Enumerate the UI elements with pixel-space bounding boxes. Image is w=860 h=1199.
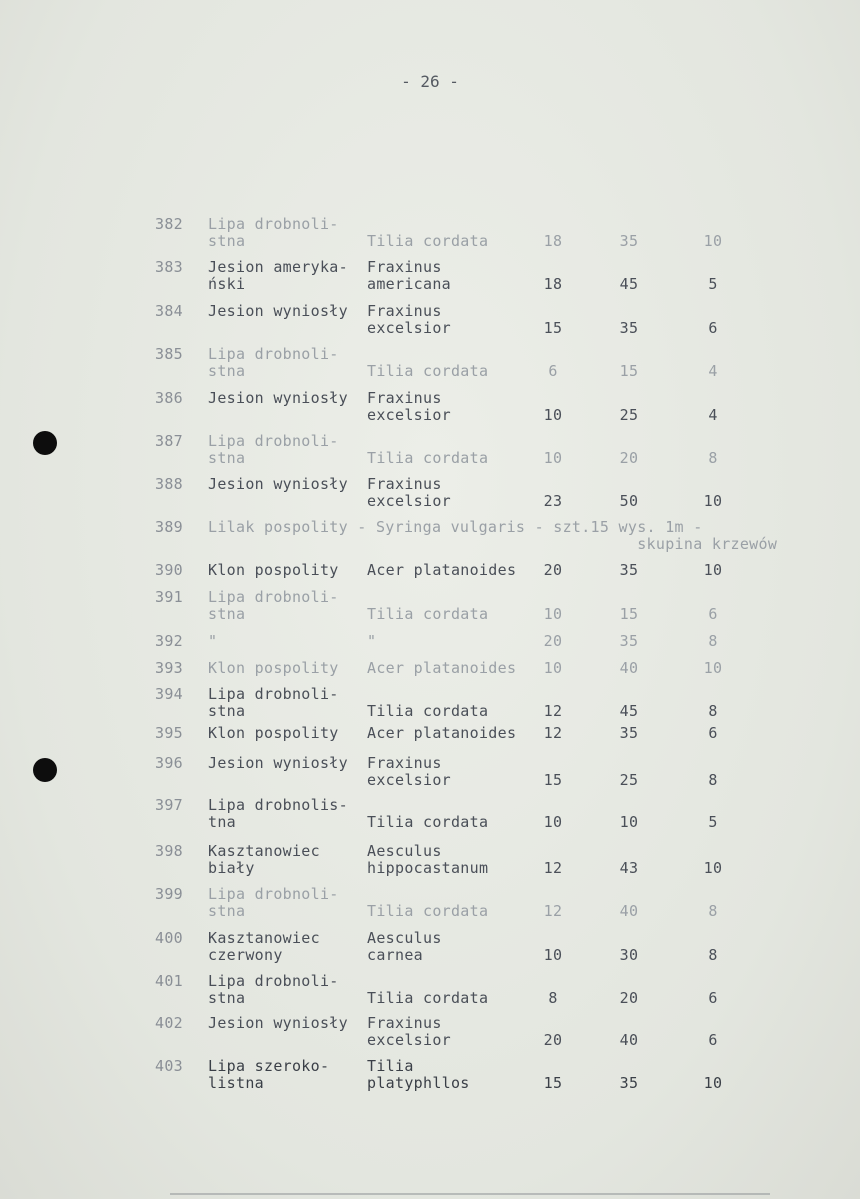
entry-number: 391	[155, 588, 183, 606]
entry-number: 401	[155, 972, 183, 990]
height-value: 15	[543, 319, 563, 337]
entry-number: 392	[155, 632, 183, 650]
crown-value: 10	[703, 859, 723, 877]
entry-number: 390	[155, 561, 183, 579]
circumference-value: 50	[619, 492, 639, 510]
note-text: Lilak pospolity - Syringa vulgaris - szt.15 wys. 1m - skupina krzewów	[208, 518, 778, 553]
circumference-value: 15	[619, 605, 639, 623]
height-value: 10	[543, 406, 563, 424]
page-bottom-edge	[170, 1193, 770, 1195]
height-value: 18	[543, 275, 563, 293]
crown-value: 10	[703, 1074, 723, 1092]
circumference-value: 35	[619, 232, 639, 250]
polish-name: Lipa drobnoli- stna	[208, 345, 339, 380]
latin-name: Tilia cordata	[367, 362, 489, 380]
entry-number: 393	[155, 659, 183, 677]
circumference-value: 40	[619, 659, 639, 677]
circumference-value: 40	[619, 1031, 639, 1049]
entry-number: 382	[155, 215, 183, 233]
height-value: 8	[548, 989, 558, 1007]
entry-number: 387	[155, 432, 183, 450]
circumference-value: 25	[619, 406, 639, 424]
height-value: 20	[543, 1031, 563, 1049]
latin-name: Tilia cordata	[367, 232, 489, 250]
crown-value: 4	[708, 362, 718, 380]
entry-number: 383	[155, 258, 183, 276]
polish-name: "	[208, 632, 218, 650]
height-value: 12	[543, 902, 563, 920]
latin-name: Tilia cordata	[367, 449, 489, 467]
latin-name: Fraxinus excelsior	[367, 389, 451, 424]
latin-name: Fraxinus excelsior	[367, 475, 451, 510]
polish-name: Lipa drobnoli- stna	[208, 685, 339, 720]
polish-name: Klon pospolity	[208, 724, 339, 742]
polish-name: Lipa drobnoli- stna	[208, 885, 339, 920]
crown-value: 6	[708, 605, 718, 623]
height-value: 10	[543, 449, 563, 467]
circumference-value: 15	[619, 362, 639, 380]
polish-name: Jesion wyniosły	[208, 302, 348, 320]
crown-value: 10	[703, 659, 723, 677]
circumference-value: 30	[619, 946, 639, 964]
crown-value: 10	[703, 492, 723, 510]
crown-value: 8	[708, 902, 718, 920]
entry-number: 397	[155, 796, 183, 814]
latin-name: Tilia cordata	[367, 605, 489, 623]
entry-number: 396	[155, 754, 183, 772]
crown-value: 5	[708, 813, 718, 831]
latin-name: Tilia cordata	[367, 989, 489, 1007]
circumference-value: 25	[619, 771, 639, 789]
latin-name: Tilia cordata	[367, 702, 489, 720]
crown-value: 8	[708, 449, 718, 467]
entry-number: 385	[155, 345, 183, 363]
circumference-value: 20	[619, 449, 639, 467]
polish-name: Jesion wyniosły	[208, 475, 348, 493]
height-value: 18	[543, 232, 563, 250]
punch-hole-bottom	[33, 758, 57, 782]
polish-name: Kasztanowiec czerwony	[208, 929, 320, 964]
height-value: 12	[543, 724, 563, 742]
crown-value: 6	[708, 724, 718, 742]
entry-number: 394	[155, 685, 183, 703]
crown-value: 6	[708, 1031, 718, 1049]
circumference-value: 35	[619, 724, 639, 742]
entry-number: 402	[155, 1014, 183, 1032]
height-value: 23	[543, 492, 563, 510]
circumference-value: 35	[619, 632, 639, 650]
polish-name: Klon pospolity	[208, 561, 339, 579]
polish-name: Lipa drobnoli- stna	[208, 215, 339, 250]
entry-number: 395	[155, 724, 183, 742]
circumference-value: 35	[619, 1074, 639, 1092]
crown-value: 5	[708, 275, 718, 293]
height-value: 10	[543, 605, 563, 623]
crown-value: 6	[708, 319, 718, 337]
entry-number: 398	[155, 842, 183, 860]
latin-name: Tilia platyphllos	[367, 1057, 470, 1092]
polish-name: Jesion wyniosły	[208, 754, 348, 772]
height-value: 15	[543, 771, 563, 789]
polish-name: Jesion wyniosły	[208, 389, 348, 407]
latin-name: Tilia cordata	[367, 813, 489, 831]
circumference-value: 35	[619, 561, 639, 579]
height-value: 12	[543, 702, 563, 720]
polish-name: Lipa drobnolis- tna	[208, 796, 348, 831]
entry-number: 400	[155, 929, 183, 947]
crown-value: 8	[708, 946, 718, 964]
polish-name: Kasztanowiec biały	[208, 842, 320, 877]
height-value: 12	[543, 859, 563, 877]
page-number: - 26 -	[401, 72, 459, 91]
circumference-value: 20	[619, 989, 639, 1007]
polish-name: Lipa szeroko- listna	[208, 1057, 330, 1092]
latin-name: Fraxinus excelsior	[367, 302, 451, 337]
circumference-value: 35	[619, 319, 639, 337]
latin-name: Fraxinus americana	[367, 258, 451, 293]
polish-name: Lipa drobnoli- stna	[208, 432, 339, 467]
circumference-value: 10	[619, 813, 639, 831]
latin-name: "	[367, 632, 377, 650]
entry-number: 403	[155, 1057, 183, 1075]
height-value: 15	[543, 1074, 563, 1092]
latin-name: Aesculus hippocastanum	[367, 842, 489, 877]
height-value: 6	[548, 362, 558, 380]
latin-name: Acer platanoides	[367, 561, 517, 579]
crown-value: 10	[703, 561, 723, 579]
circumference-value: 45	[619, 275, 639, 293]
crown-value: 6	[708, 989, 718, 1007]
polish-name: Jesion ameryka- ński	[208, 258, 348, 293]
latin-name: Fraxinus excelsior	[367, 754, 451, 789]
latin-name: Fraxinus excelsior	[367, 1014, 451, 1049]
height-value: 20	[543, 561, 563, 579]
punch-hole-top	[33, 431, 57, 455]
latin-name: Acer platanoides	[367, 724, 517, 742]
crown-value: 8	[708, 632, 718, 650]
polish-name: Jesion wyniosły	[208, 1014, 348, 1032]
entry-number: 386	[155, 389, 183, 407]
height-value: 10	[543, 659, 563, 677]
polish-name: Lipa drobnoli- stna	[208, 588, 339, 623]
circumference-value: 43	[619, 859, 639, 877]
circumference-value: 40	[619, 902, 639, 920]
crown-value: 4	[708, 406, 718, 424]
latin-name: Acer platanoides	[367, 659, 517, 677]
entry-number: 388	[155, 475, 183, 493]
polish-name: Lipa drobnoli- stna	[208, 972, 339, 1007]
polish-name: Klon pospolity	[208, 659, 339, 677]
latin-name: Aesculus carnea	[367, 929, 442, 964]
height-value: 20	[543, 632, 563, 650]
height-value: 10	[543, 813, 563, 831]
height-value: 10	[543, 946, 563, 964]
entry-number: 389	[155, 518, 183, 536]
crown-value: 10	[703, 232, 723, 250]
entry-number: 399	[155, 885, 183, 903]
circumference-value: 45	[619, 702, 639, 720]
entry-number: 384	[155, 302, 183, 320]
crown-value: 8	[708, 702, 718, 720]
crown-value: 8	[708, 771, 718, 789]
latin-name: Tilia cordata	[367, 902, 489, 920]
